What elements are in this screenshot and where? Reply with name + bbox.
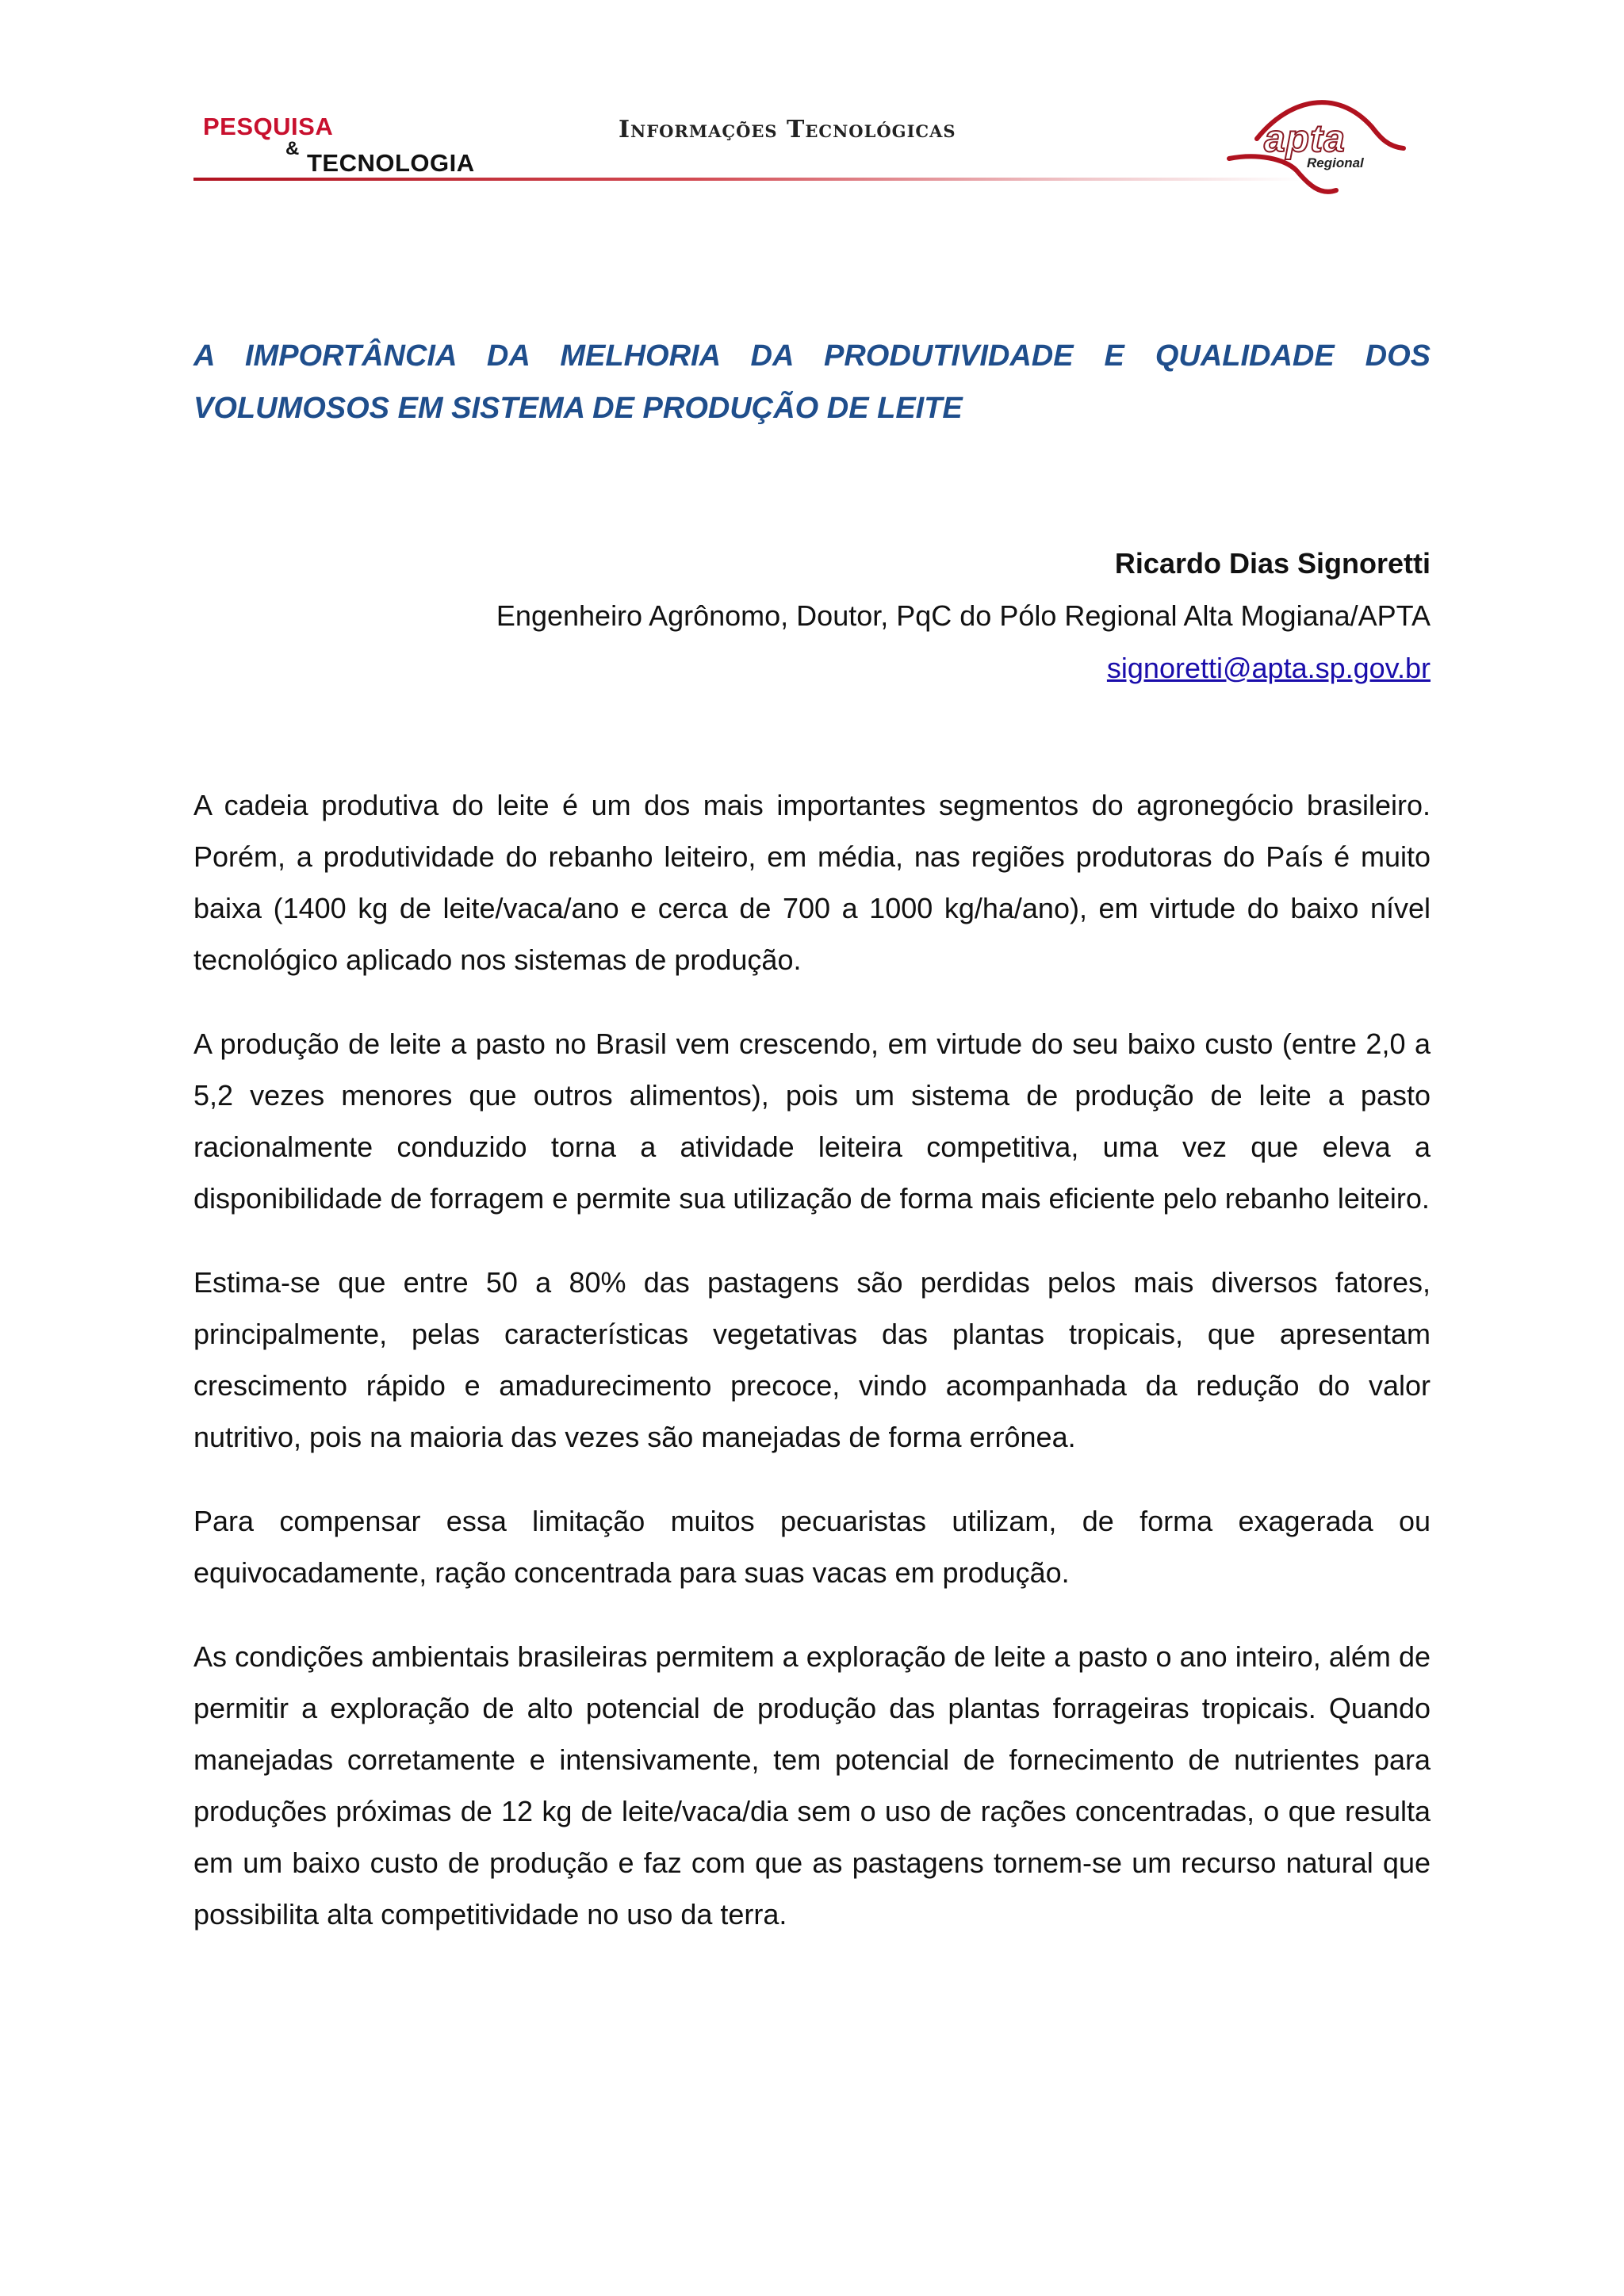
brand-ampersand: & <box>285 138 300 159</box>
author-email-link[interactable]: signoretti@apta.sp.gov.br <box>1106 652 1431 684</box>
header-divider <box>193 178 1304 181</box>
paragraph: A produção de leite a pasto no Brasil vem crescendo, em virtude do seu baixo custo (entre 2,0 a 5,2 vezes menores que outros alimentos), pois um sistema de produção de leite a pasto racionalmente conduzido torna a atividade leiteira competitiva, uma vez que eleva a disponibilidade de forragem e permite sua utilização de forma mais eficiente pelo rebanho leiteiro. <box>193 1027 1431 1215</box>
paragraph: Para compensar essa limitação muitos pecuaristas utilizam, de forma exagerada ou equivocadamente, ração concentrada para suas vacas em produção. <box>193 1505 1431 1589</box>
paragraph: As condições ambientais brasileiras permitem a exploração de leite a pasto o ano inteiro, além de permitir a exploração de alto potencial de produção das plantas forrageiras tropicais. Quando manejadas corretamente e intensivamente, tem potencial de fornecimento de nutrientes para produções próximas de 12 kg de leite/vaca/dia sem o uso de rações concentradas, o que resulta em um baixo custo de produção e faz com que as pastagens tornem-se um recurso natural que possibilita alta competitividade no uso da terra. <box>193 1640 1431 1931</box>
logo-apta-text: apta <box>1264 118 1346 160</box>
author-block <box>193 538 1431 695</box>
article-body <box>193 779 1431 1973</box>
paragraph: A cadeia produtiva do leite é um dos mais importantes segmentos do agronegócio brasileiro. Porém, a produtividade do rebanho leiteiro, em média, nas regiões produtoras do País é muito baixa (1400 kg de leite/vaca/ano e cerca de 700 a 1000 kg/ha/ano), em virtude do baixo nível tecnológico aplicado nos sistemas de produção. <box>193 789 1431 976</box>
author-affiliation: Engenheiro Agrônomo, Doutor, PqC do Pólo Regional Alta Mogiana/APTA <box>496 599 1431 632</box>
page-header <box>0 0 1624 206</box>
header-section-title: Informações Tecnológicas <box>619 116 956 144</box>
article-title: A IMPORTÂNCIA DA MELHORIA DA PRODUTIVIDADE E QUALIDADE DOS VOLUMOSOS EM SISTEMA DE PRODUÇÃO DE LEITE <box>193 339 1431 425</box>
author-name: Ricardo Dias Signoretti <box>1114 547 1431 580</box>
paragraph: Estima-se que entre 50 a 80% das pastagens são perdidas pelos mais diversos fatores, principalmente, pelas características vegetativas das plantas tropicais, que apresentam crescimento rápido e amadurecimento precoce, vindo acompanhada da redução do valor nutritivo, pois na maioria das vezes são manejadas de forma errônea. <box>193 1266 1431 1453</box>
logo-regional-text: Regional <box>1307 155 1364 170</box>
brand-tecnologia: TECNOLOGIA <box>307 149 475 177</box>
brand-pesquisa: PESQUISA <box>203 113 334 140</box>
